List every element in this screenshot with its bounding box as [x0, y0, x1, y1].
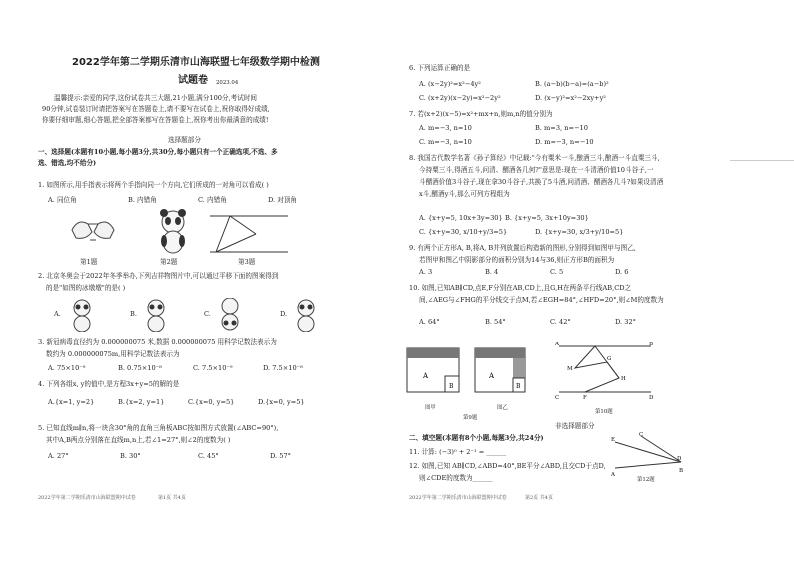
question-3-cont: 数约为 0.000000075m,用科学记数法表示为: [46, 350, 180, 358]
fig12-caption: 第12题: [637, 477, 655, 483]
svg-text:B: B: [679, 468, 684, 474]
q6-option-a: A. (x−2y)²=x²−4y²: [419, 80, 481, 88]
q10-option-b: B. 54°: [485, 318, 506, 326]
question-7: 7. 若(x+2)(x−5)=x²+mx+n,则m,n的值分别为: [409, 110, 553, 118]
q4-option-c: C.{x=0, y=5}: [188, 398, 235, 406]
exam-subtitle: 试题卷: [178, 75, 208, 86]
svg-text:E: E: [611, 437, 616, 443]
question-2-cont: 的是"如图的冰墩墩"的是( ): [46, 284, 126, 292]
svg-text:H: H: [621, 376, 626, 382]
q8-option-b: B. {x+y=5, 3x+10y=30}: [505, 214, 589, 222]
intro-line-2: 90分钟,试卷装订时请把答案写在答题卷上,请不要写在试卷上,祝你取得好成绩,: [42, 105, 270, 113]
q8-option-d: D. {x+y=30, x/3+y/10=5}: [535, 228, 624, 236]
part-heading-nonchoice: 非选择题部分: [555, 422, 595, 430]
q9-option-b: B. 4: [485, 268, 499, 276]
fig10-caption: 第10题: [595, 409, 613, 415]
q3-option-c: C. 7.5×10⁻⁹: [193, 364, 233, 372]
question-10: 10. 如图,已知AB∥CD,点E,F分别在AB,CD上,且G,H在两条平行线AB,CD之: [409, 284, 632, 292]
question-8: 8. 我国古代数学名著《孙子算经》中记载:"今有粟米一斗,酿酒三斗,酿酒一斗直粟三斗,: [409, 154, 660, 162]
q1-option-d: D. 对顶角: [268, 196, 298, 204]
fig9-squares-diagram: [405, 344, 535, 400]
question-4: 4. 下列各组x, y的值中,是方程3x+y=5的解的是: [38, 380, 180, 388]
q7-option-b: B. m=3, n=−10: [535, 124, 588, 132]
page2-footer: 2022学年第二学期乐清市山海联盟期中试卷: [409, 495, 507, 501]
q2-option-c: C.: [204, 310, 211, 318]
q3-option-d: D. 7.5×10⁻⁸: [263, 364, 303, 372]
fig10-parallel-lines-diagram: [555, 342, 655, 400]
svg-text:C: C: [639, 432, 644, 438]
fig3-geometry-diagram: [210, 210, 290, 258]
q6-option-c: C. (x+2y)(x−2y)=x²−2y²: [419, 94, 501, 102]
q9-option-d: D. 6: [615, 268, 629, 276]
q8-option-a: A. {x+y=5, 10x+3y=30}: [419, 214, 503, 222]
q4-option-a: A.{x=1, y=2}: [48, 398, 95, 406]
exam-page-1: [38, 28, 398, 528]
svg-text:G: G: [607, 356, 612, 362]
q10-option-a: A. 64°: [419, 318, 440, 326]
page2-number: 第2页 共4页: [525, 495, 553, 501]
q4-option-d: D.{x=0, y=5}: [258, 398, 305, 406]
question-1: 1. 如图所示,用手指表示将两个手指向同一个方向,它们所成的一对角可以看成( ): [38, 181, 269, 189]
q7-option-d: D. m=−3, n=−10: [535, 138, 594, 146]
q2-panda-c-image: [216, 298, 244, 332]
q9-option-c: C. 5: [550, 268, 564, 276]
q2-option-a: A.: [54, 310, 61, 318]
section1-heading: 一、选择题(本题有10小题,每小题3分,共30分,每小题只有一个正确选项,不选、多: [38, 148, 278, 156]
svg-text:D: D: [677, 456, 682, 462]
question-12: 12. 如图,已知 AB∥CD,∠ABD=40°,BE平分∠ABD,且交CD于点D,: [409, 462, 606, 470]
q3-option-a: A. 75×10⁻⁹: [48, 364, 86, 372]
intro-line-3: 你要仔细审题,细心答题,把全部答案都写在答题卷上,祝你考出你最满意的成绩!: [42, 116, 269, 124]
page1-footer: 2022学年第二学期乐清市山海联盟期中试卷: [38, 495, 136, 501]
question-12-cont: 则∠CDE的度数为______: [419, 474, 493, 482]
q5-option-a: A. 27°: [48, 452, 69, 460]
q6-option-d: D. (x−y)²=x²−2xy+y²: [535, 94, 606, 102]
exam-page-2: [405, 28, 765, 528]
svg-text:D: D: [649, 395, 654, 400]
q2-panda-d-image: [292, 298, 320, 332]
q9-option-a: A. 3: [419, 268, 433, 276]
fig12-angle-diagram: [611, 432, 685, 478]
svg-text:A: A: [489, 372, 495, 380]
q2-panda-b-image: [142, 298, 170, 332]
q5-option-d: D. 57°: [270, 452, 291, 460]
q2-option-b: B.: [130, 310, 137, 318]
question-8-line2: 今持粟三斗,得酒五斗,问清、醑酒各几何?"意思是:现在一斗清酒价值10斗谷子,一: [419, 166, 654, 174]
q5-option-c: C. 45°: [198, 452, 219, 460]
svg-text:A: A: [611, 472, 615, 478]
question-8-line4: x斗,醑酒y斗,那么可列方程组为: [419, 190, 510, 198]
q10-option-d: D. 32°: [615, 318, 636, 326]
q2-option-d: D.: [280, 310, 288, 318]
fig9-label-yi: 图乙: [497, 405, 508, 411]
q2-panda-a-image: [68, 298, 96, 332]
question-6: 6. 下列运算正确的是: [409, 64, 471, 72]
svg-text:A: A: [423, 372, 429, 380]
question-9-cont: 若图甲和图乙中阴影部分的面积分别为14与36,则正方形B的面积为: [419, 256, 615, 264]
exam-date: 2023.04: [216, 80, 239, 86]
q1-option-a: A. 同位角: [48, 196, 77, 204]
fig2-panda-image: [156, 208, 190, 254]
question-10-cont: 间,∠AEG与∠FHG的平分线交于点M,若∠EGH=84°,∠HFD=20°,则∠M的度数为: [419, 296, 664, 304]
svg-text:M: M: [567, 366, 573, 372]
section2-heading: 二、填空题(本题有8个小题,每题3分,共24分): [409, 434, 544, 442]
svg-text:C: C: [555, 395, 560, 400]
q3-option-b: B. 0.75×10⁻⁸: [118, 364, 162, 372]
q8-option-c: C. {x+y=30, x/10+y/3=5}: [419, 228, 508, 236]
question-2: 2. 北京冬奥会于2022年冬季举办,下列吉祥物图片中,可以通过平移下面的图案得到: [38, 272, 279, 280]
svg-text:A: A: [555, 342, 559, 347]
fig3-caption: 第3题: [238, 258, 256, 266]
fig2-caption: 第2题: [160, 258, 178, 266]
q7-option-c: C. m=−3, n=10: [419, 138, 472, 146]
question-5-cont: 其中A,B两点分别落在直线m,n上,若∠1=27°,则∠2的度数为( ): [46, 436, 231, 444]
svg-text:B: B: [449, 383, 454, 390]
fig9-label-jia: 图甲: [425, 405, 436, 411]
q7-option-a: A. m=−3, n=10: [419, 124, 472, 132]
question-8-line3: 斗醑酒价值3斗谷子,现在拿30斗谷子,共换了5斗酒,问清酒、醑酒各几斗?如果设清酒: [419, 178, 664, 186]
q4-option-b: B.{x=2, y=1}: [118, 398, 165, 406]
fig9-caption: 第9题: [463, 415, 478, 421]
part-heading-choice: 选择题部分: [168, 136, 201, 144]
fig1-caption: 第1题: [80, 258, 98, 266]
q5-option-b: B. 30°: [120, 452, 141, 460]
question-5: 5. 已知直线m∥n,将一块含30°角的直角三角板ABC按如图方式放置(∠ABC=90°),: [38, 424, 279, 432]
q1-option-b: B. 内错角: [128, 196, 157, 204]
q6-option-b: B. (a−b)(b−a)=(a−b)²: [535, 80, 609, 88]
question-11: 11. 计算: (−3)⁰ + 2⁻¹ = ______: [409, 448, 507, 456]
section1-heading-cont: 选、错选,均不给分): [38, 159, 97, 167]
q1-option-c: C. 内错角: [198, 196, 227, 204]
svg-text:F: F: [583, 395, 587, 400]
q10-option-c: C. 42°: [550, 318, 571, 326]
question-3: 3. 新冠病毒直径约为 0.000000075 米,数据 0.000000075 用科学记数法表示为: [38, 338, 277, 346]
svg-text:B: B: [516, 383, 521, 390]
intro-line-1: 温馨提示:亲爱的同学,这份试卷共三大题,21小题,满分100分,考试时间: [54, 94, 258, 102]
fig1-hands-image: [68, 210, 118, 254]
exam-title: 2022学年第二学期乐清市山海联盟七年级数学期中检测: [72, 57, 320, 68]
svg-text:B: B: [649, 342, 654, 347]
page1-number: 第1页 共4页: [158, 495, 186, 501]
question-9: 9. 有两个正方形A, B,将A, B并列放置后构造新的图形,分别得到如图甲与图乙,: [409, 244, 636, 252]
